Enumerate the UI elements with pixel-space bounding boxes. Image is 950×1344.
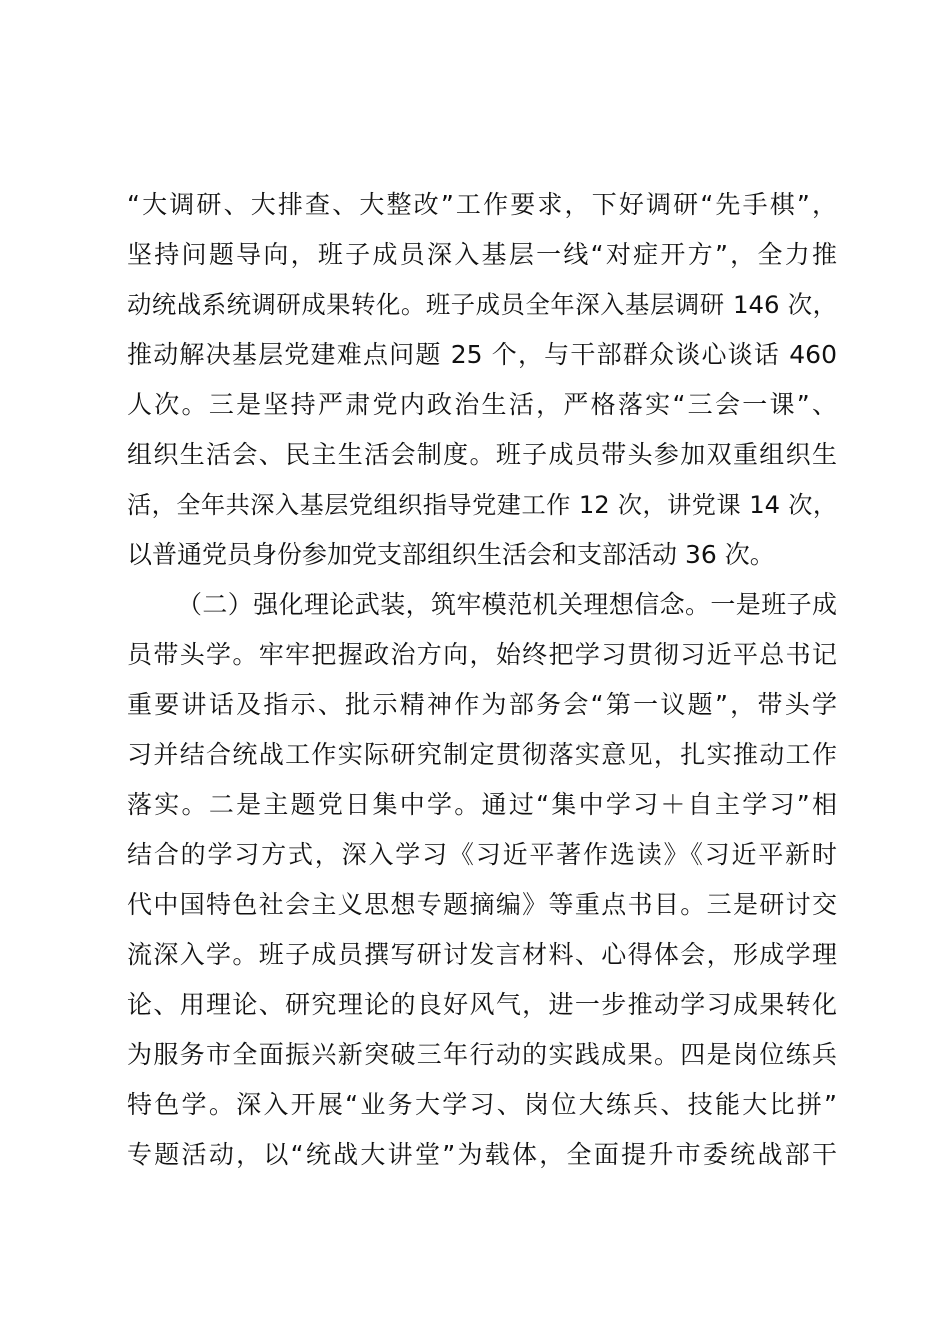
- text-line: 坚持问题导向，班子成员深入基层一线“对症开方”，全力推: [127, 240, 837, 269]
- text-line: 特色学。深入开展“业务大学习、岗位大练兵、技能大比拼”: [127, 1090, 837, 1119]
- text-line: 结合的学习方式，深入学习《习近平著作选读》《习近平新时: [127, 840, 837, 869]
- document-body: [127, 180, 837, 1180]
- text-line: 为服务市全面振兴新突破三年行动的实践成果。四是岗位练兵: [127, 1040, 837, 1069]
- text-line: 重要讲话及指示、批示精神作为部务会“第一议题”，带头学: [127, 690, 837, 719]
- text-line: 流深入学。班子成员撰写研讨发言材料、心得体会，形成学理: [127, 940, 837, 969]
- text-line: 论、用理论、研究理论的良好风气，进一步推动学习成果转化: [127, 990, 837, 1019]
- text-line: 落实。二是主题党日集中学。通过“集中学习＋自主学习”相: [127, 790, 837, 819]
- text-line: 推动解决基层党建难点问题 25 个，与干部群众谈心谈话 460: [127, 340, 837, 369]
- text-line: 习并结合统战工作实际研究制定贯彻落实意见，扎实推动工作: [127, 740, 837, 769]
- text-line: 专题活动，以“统战大讲堂”为载体，全面提升市委统战部干: [127, 1140, 837, 1169]
- text-line: 以普通党员身份参加党支部组织生活会和支部活动 36 次。: [127, 540, 775, 569]
- paragraph-heading-line: （二）强化理论武装，筑牢模范机关理想信念。一是班子成: [177, 590, 837, 619]
- text-line: 组织生活会、民主生活会制度。班子成员带头参加双重组织生: [127, 440, 837, 469]
- text-line: “大调研、大排查、大整改”工作要求，下好调研“先手棋”，: [127, 190, 837, 219]
- text-line: 动统战系统调研成果转化。班子成员全年深入基层调研 146 次，: [127, 290, 837, 319]
- text-line: 人次。三是坚持严肃党内政治生活，严格落实“三会一课”、: [127, 390, 837, 419]
- text-line: 代中国特色社会主义思想专题摘编》等重点书目。三是研讨交: [127, 890, 837, 919]
- text-line: 活，全年共深入基层党组织指导党建工作 12 次，讲党课 14 次，: [127, 491, 837, 519]
- text-line: 员带头学。牢牢把握政治方向，始终把学习贯彻习近平总书记: [127, 640, 837, 669]
